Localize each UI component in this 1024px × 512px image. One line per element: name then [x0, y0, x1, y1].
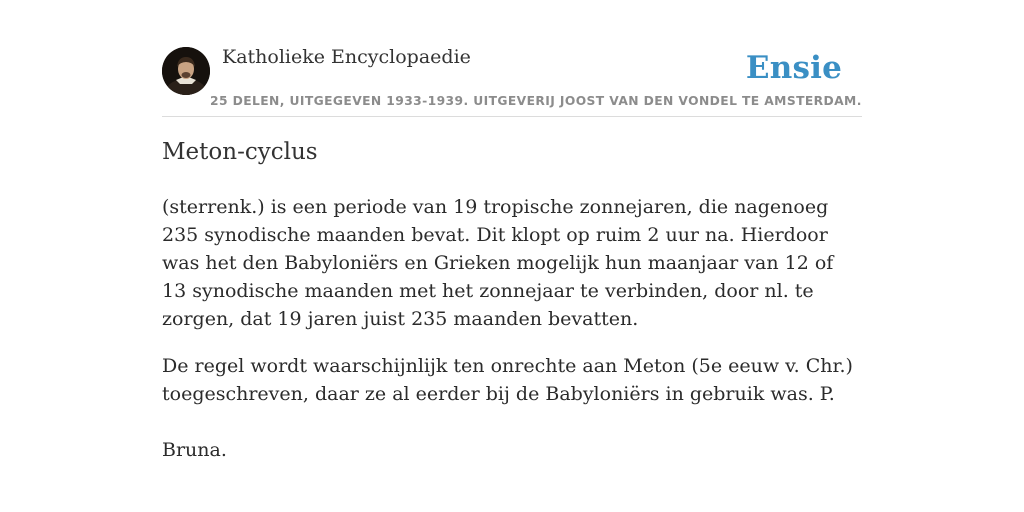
brand-logo[interactable]: Ensie: [745, 50, 842, 86]
article-paragraph: De regel wordt waarschijnlijk ten onrechte aan Meton (5e eeuw v. Chr.) toegeschreven, daar ze al eerder bij de Babyloniërs in gebruik was. P.: [162, 355, 853, 405]
portrait-icon: [162, 47, 210, 95]
source-subtitle: 25 DELEN, UITGEGEVEN 1933-1939. UITGEVERIJ JOOST VAN DEN VONDEL TE AMSTERDAM.: [210, 94, 862, 108]
article-paragraph: (sterrenk.) is een periode van 19 tropische zonnejaren, die nagenoeg 235 synodische maanden bevat. Dit klopt op ruim 2 uur na. Hierdoor was het den Babyloniërs en Grieken mogelijk hun maanjaar van 12 of 13 synodische maanden met het zonnejaar te verbinden, door nl. te zorgen, dat 19 jaren juist 235 maanden bevatten.: [162, 196, 834, 330]
portrait-avatar[interactable]: [162, 47, 210, 95]
article-body: [162, 193, 862, 483]
article-title: Meton-cyclus: [162, 139, 318, 165]
source-header: [162, 40, 862, 117]
article-author: Bruna.: [162, 439, 227, 461]
source-title[interactable]: Katholieke Encyclopaedie: [222, 46, 471, 68]
